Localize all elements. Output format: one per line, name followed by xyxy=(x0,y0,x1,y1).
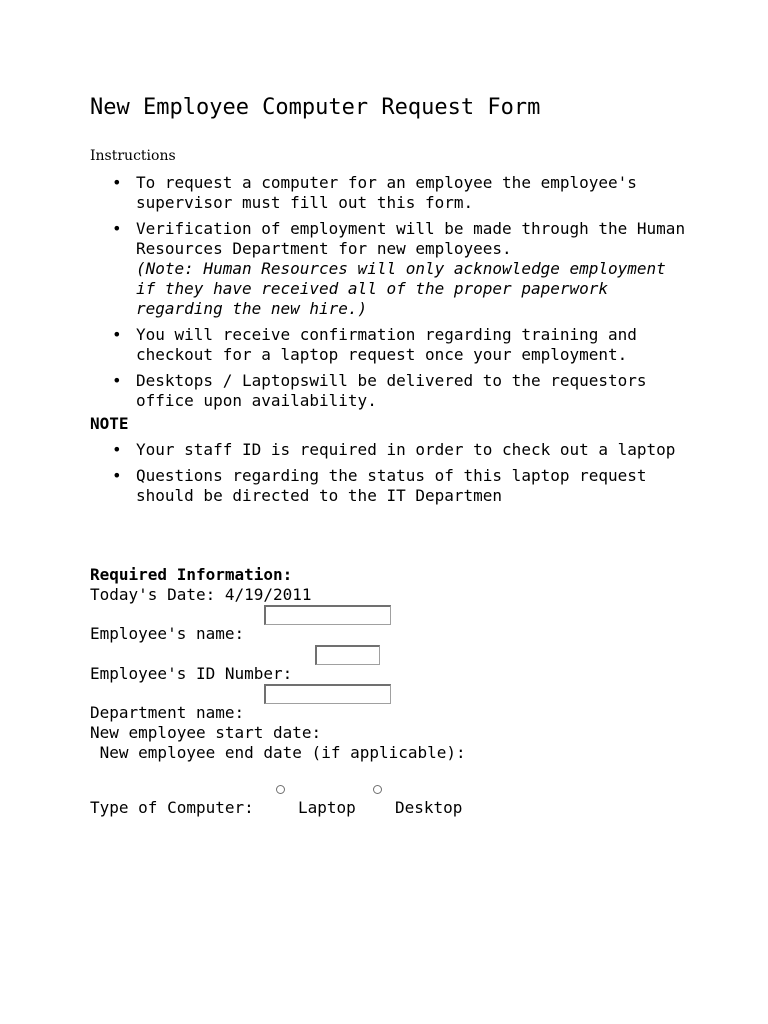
start-date-label: New employee start date: xyxy=(90,723,322,742)
note-heading: NOTE xyxy=(90,414,129,433)
department-field[interactable] xyxy=(264,684,391,704)
employee-name-field[interactable] xyxy=(264,605,391,625)
end-date-label: New employee end date (if applicable): xyxy=(90,743,466,762)
department-label: Department name: xyxy=(90,703,245,722)
instruction-text: You will receive confirmation regarding training and checkout for a laptop request once your employment. xyxy=(136,325,637,364)
instructions-list xyxy=(90,173,690,417)
note-text: Your staff ID is required in order to check out a laptop xyxy=(136,440,676,459)
todays-date-label: Today's Date: 4/19/2011 xyxy=(90,585,312,604)
instructions-heading: Instructions xyxy=(90,148,176,164)
computer-type-label: Type of Computer: xyxy=(90,798,254,817)
list-item xyxy=(90,371,690,411)
instruction-text: Verification of employment will be made through the Human Resources Department for new employees. xyxy=(136,219,686,258)
laptop-radio[interactable] xyxy=(276,785,285,794)
note-text: Questions regarding the status of this laptop request should be directed to the IT Departmen xyxy=(136,466,647,505)
list-item xyxy=(90,466,690,506)
desktop-option-label: Desktop xyxy=(395,798,463,817)
laptop-option-label: Laptop xyxy=(298,798,356,817)
desktop-radio[interactable] xyxy=(373,785,382,794)
employee-id-field[interactable] xyxy=(315,645,380,665)
instruction-note: (Note: Human Resources will only acknowledge employment if they have received all of the proper paperwork regarding the new hire.) xyxy=(136,259,666,318)
list-item xyxy=(90,219,690,319)
note-list xyxy=(90,440,690,512)
employee-name-label: Employee's name: xyxy=(90,624,245,643)
form-title: New Employee Computer Request Form xyxy=(90,95,541,120)
list-item xyxy=(90,440,690,460)
instruction-text: To request a computer for an employee the employee's supervisor must fill out this form. xyxy=(136,173,637,212)
instruction-text: Desktops / Laptopswill be delivered to the requestors office upon availability. xyxy=(136,371,647,410)
required-info-heading: Required Information: xyxy=(90,565,293,584)
list-item xyxy=(90,325,690,365)
list-item xyxy=(90,173,690,213)
employee-id-label: Employee's ID Number: xyxy=(90,664,293,683)
